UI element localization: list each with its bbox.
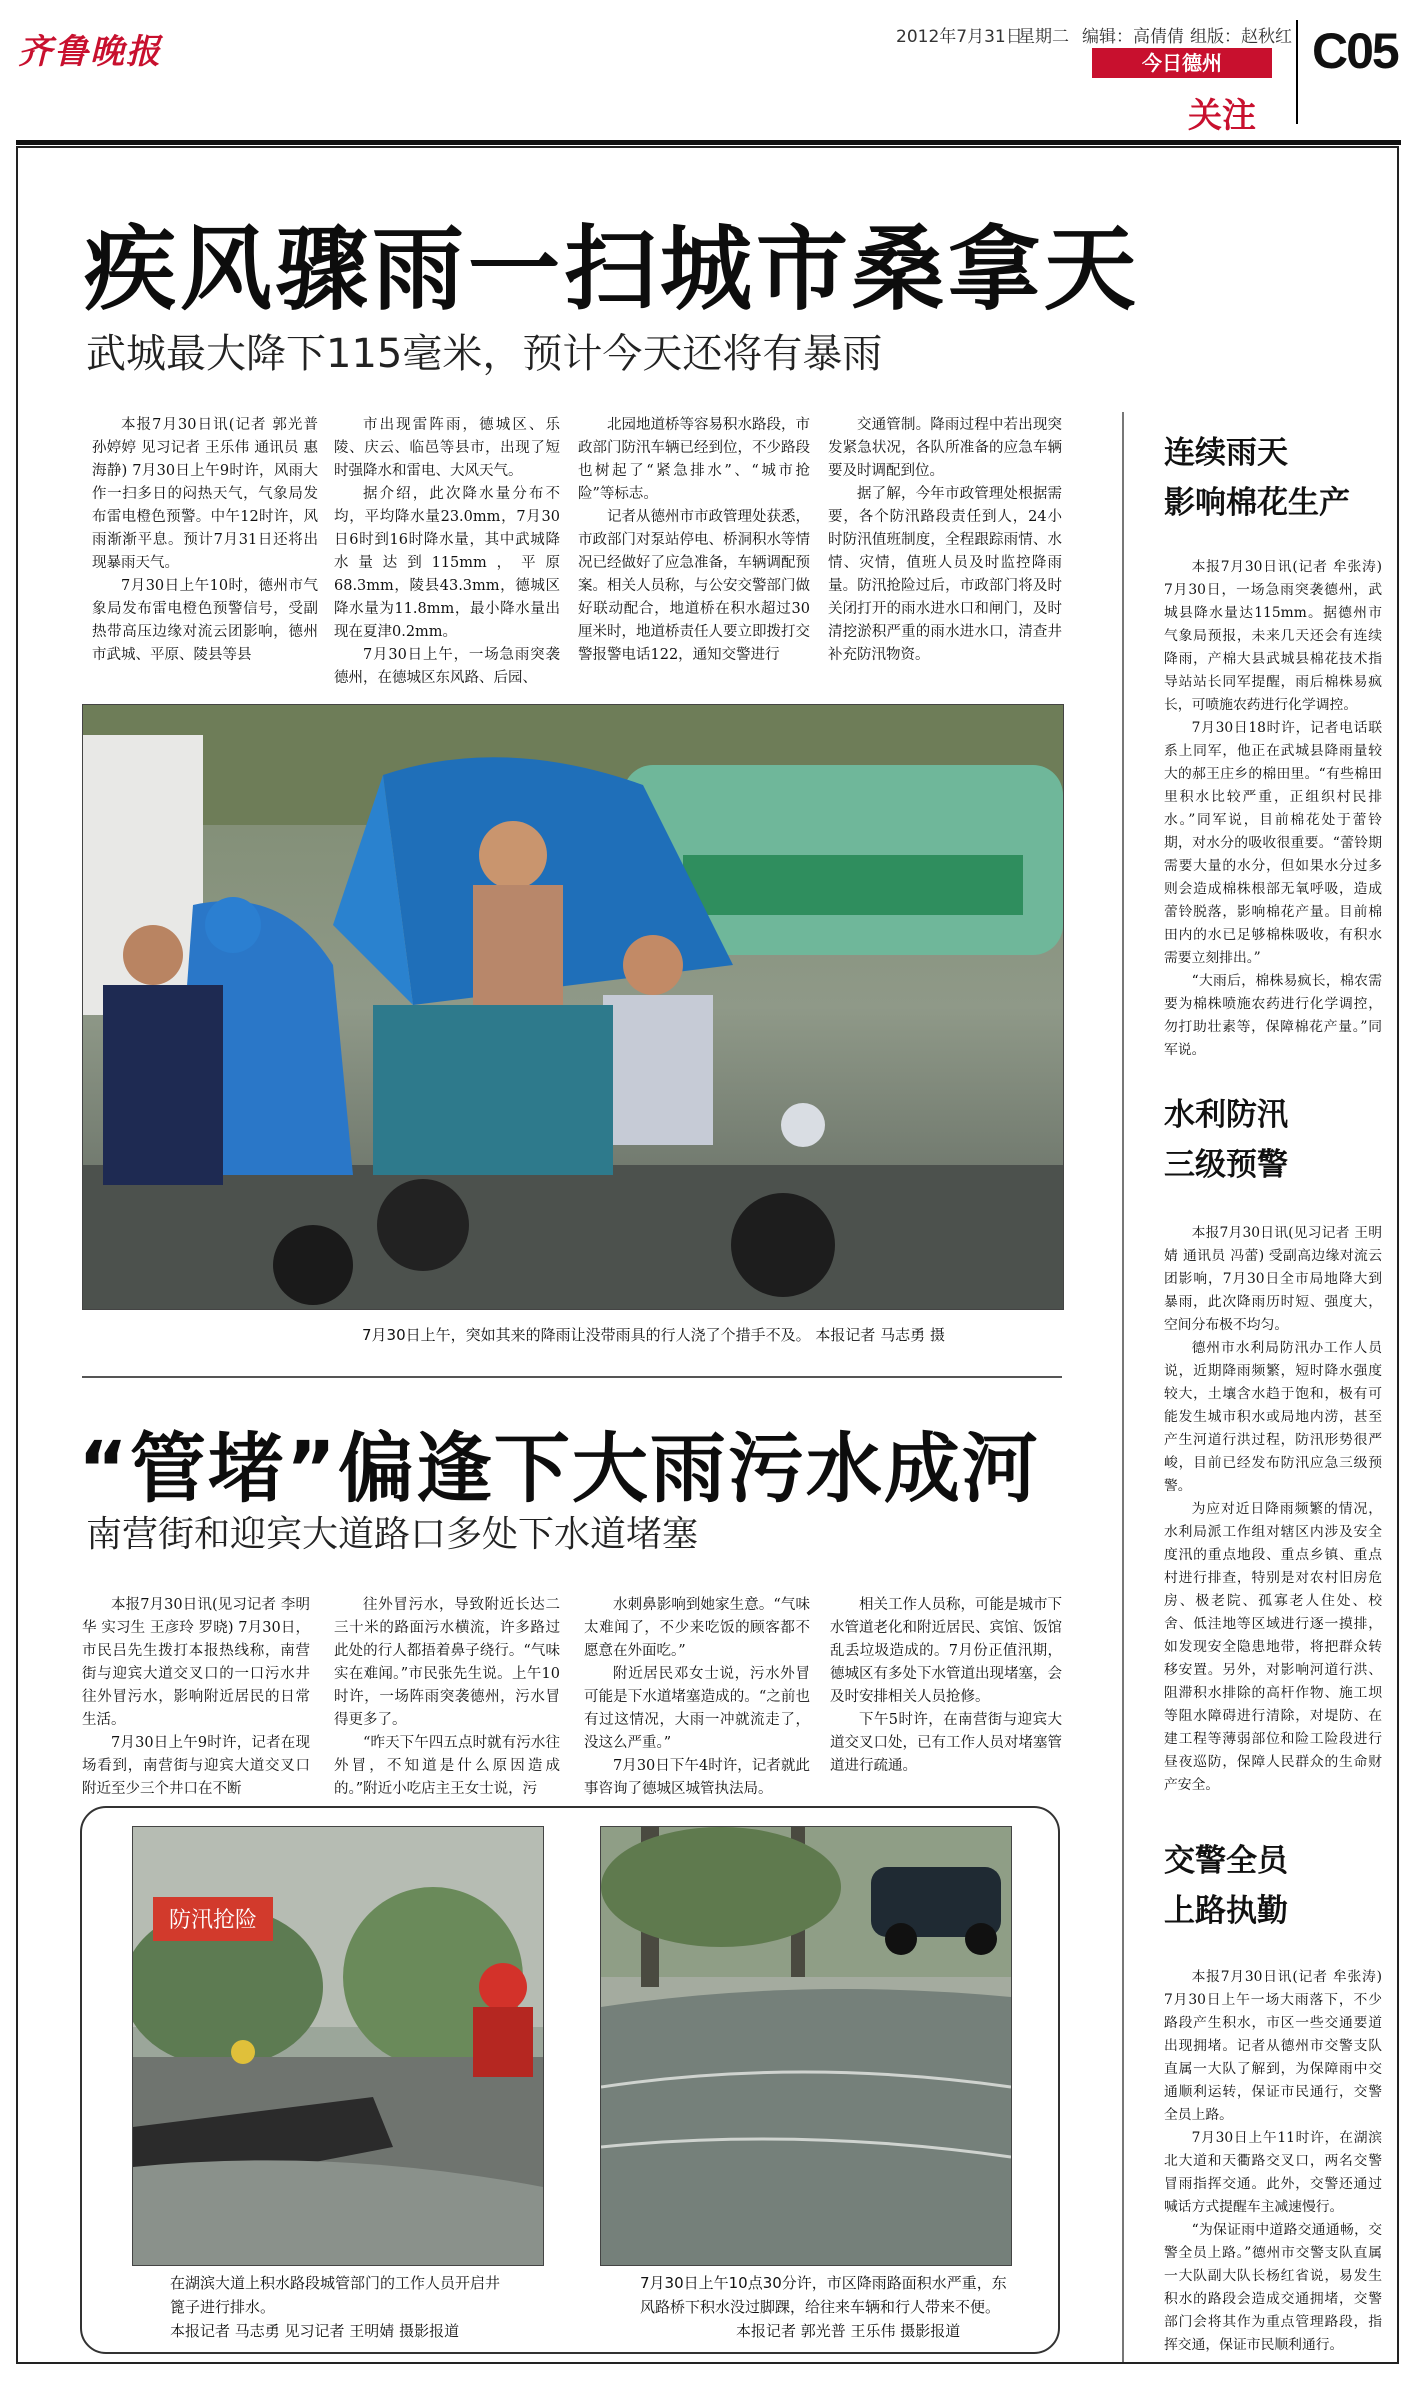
second-paragraph: 7月30日上午9时许，记者在现场看到，南营街与迎宾大道交叉口附近至少三个井口在不断: [82, 1735, 310, 1797]
lead-paragraph: 据介绍，此次降水量分布不均，平均降水量23.0mm，7月30日6时到16时降水量，其中武城降水量达到115mm，平原68.3mm，陵县43.3mm，德城区降水量为11.8mm，最小降水量出现在夏津0.2mm。: [334, 486, 560, 640]
second-paragraph: 相关工作人员称，可能是城市下水管道老化和附近居民、宾馆、饭馆乱丢垃圾造成的。7月份正值汛期，德城区有多处下水管道出现堵塞，会及时安排相关人员抢修。: [830, 1597, 1062, 1705]
sidebar-paragraph: “为保证雨中道路交通通畅，交警全员上路。”德州市交警支队直属一大队副大队长杨红省说，易发生积水的路段会造成交通拥堵，交警部门会将其作为重点管理路段，指挥交通，保证市民顺利通行。: [1164, 2222, 1382, 2353]
newspaper-logo: 齐鲁晚报: [18, 32, 162, 72]
second-column-3: [584, 1594, 810, 1801]
photo1-caption-line3: 本报记者 马志勇 见习记者 王明婧 摄影报道: [170, 2322, 460, 2340]
sidebar-title-cotton: [1164, 428, 1350, 528]
layout-credit: 组版：赵秋红: [1190, 27, 1292, 47]
sidebar-divider: [1122, 412, 1124, 2362]
lead-headline: 疾风骤雨一扫城市桑拿天: [84, 216, 1141, 323]
sidebar-paragraph: 7月30日18时许，记者电话联系上同军，他正在武城县降雨量较大的郝王庄乡的棉田里。“有些棉田里积水比较严重，正组织村民排水。”同军说，目前棉花处于蕾铃期，对水分的吸收很重要。“蕾铃期需要大量的水分，但如果水分过多则会造成棉株根部无氧呼吸，造成蕾铃脱落，影响棉花产量。目前棉田内的水已足够棉株吸收，有积水需要立刻排出。”: [1164, 720, 1382, 966]
photo1-caption-line1: 在湖滨大道上积水路段城管部门的工作人员开启井: [170, 2274, 501, 2292]
second-paragraph: “昨天下午四五点时就有污水往外冒，不知道是什么原因造成的。”附近小吃店主王女士说，污: [334, 1735, 560, 1797]
sidebar-article-flood: [1164, 1222, 1382, 1797]
lead-paragraph: 北园地道桥等容易积水路段，市政部门防汛车辆已经到位，不少路段也树起了“紧急排水”、“城市抢险”等标志。: [578, 417, 810, 502]
sidebar-title-line: 连续雨天: [1164, 435, 1288, 471]
sidebar-article-traffic: [1164, 1966, 1382, 2357]
lead-paragraph: 本报7月30日讯(记者 郭光普 孙婷婷 见习记者 王乐伟 通讯员 惠海静) 7月30日上午9时许，风雨大作一扫多日的闷热天气，气象局发布雷电橙色预警。中午12时许，风雨渐渐平息。预计7月31日还将出现暴雨天气。: [92, 417, 318, 571]
second-subhead: 南营街和迎宾大道路口多处下水道堵塞: [86, 1514, 699, 1555]
lead-paragraph: 记者从德州市市政管理处获悉，市政部门对泵站停电、桥洞积水等情况已经做好了应急准备，车辆调配预案。相关人员称，与公安交警部门做好联动配合，地道桥在积水超过30厘米时，地道桥责任人要立即拨打交警报警电话122，通知交警进行: [578, 509, 810, 663]
second-paragraph: 下午5时许，在南营街与迎宾大道交叉口处，已有工作人员对堵塞管道进行疏通。: [830, 1712, 1062, 1774]
lead-paragraph: 交通管制。降雨过程中若出现突发紧急状况，各队所准备的应急车辆要及时调配到位。: [828, 417, 1062, 479]
sidebar-paragraph: 德州市水利局防汛办工作人员说，近期降雨频繁，短时降水强度较大，土壤含水趋于饱和，极有可能发生城市积水或局地内涝，甚至产生河道行洪过程，防汛形势很严峻，目前已经发布防汛应急三级预警。: [1164, 1340, 1382, 1494]
second-column-4: [830, 1594, 1062, 1778]
lead-column-4: [828, 414, 1062, 667]
second-headline: “管堵”偏逢下大雨污水成河: [78, 1424, 1040, 1513]
flooded-underpass-photo: [600, 1826, 1012, 2266]
flooded-street-photo: [132, 1826, 544, 2266]
second-paragraph: 附近居民邓女士说，污水外冒可能是下水道堵塞造成的。“之前也有过这情况，大雨一冲就流走了，没这么严重。”: [584, 1666, 810, 1751]
second-paragraph: 本报7月30日讯(见习记者 李明华 实习生 王彦玲 罗晓) 7月30日，市民吕先生拨打本报热线称，南营街与迎宾大道交叉口的一口污水井往外冒污水，影响附近居民的日常生活。: [82, 1597, 310, 1728]
sidebar-title-line: 水利防汛: [1164, 1097, 1288, 1133]
sidebar-title-traffic: [1164, 1836, 1288, 1936]
sidebar-title-line: 上路执勤: [1164, 1893, 1288, 1929]
editor-credit: 编辑：高倩倩: [1082, 27, 1184, 47]
lead-column-2: [334, 414, 560, 690]
sidebar-paragraph: 7月30日上午11时许，在湖滨北大道和天衢路交叉口，两名交警冒雨指挥交通。此外，交警还通过喊话方式提醒车主减速慢行。: [1164, 2130, 1382, 2215]
sidebar-title-line: 三级预警: [1164, 1147, 1288, 1183]
lead-paragraph: 7月30日上午，一场急雨突袭德州，在德城区东风路、后园、: [334, 647, 560, 686]
second-column-2: [334, 1594, 560, 1801]
second-paragraph: 水刺鼻影响到她家生意。“气味太难闻了，不少来吃饭的顾客都不愿意在外面吃。”: [584, 1597, 810, 1659]
rain-photo-scene: [82, 704, 1064, 1310]
photo2-caption-line1: 7月30日上午10点30分许，市区降雨路面积水严重，东: [640, 2274, 1007, 2292]
issue-date: 2012年7月31日: [896, 27, 1023, 47]
sidebar-title-line: 影响棉花生产: [1164, 485, 1350, 521]
sidebar-paragraph: 本报7月30日讯(记者 牟张涛) 7月30日上午一场大雨落下，不少路段产生积水，市区一些交通要道出现拥堵。记者从德州市交警支队直属一大队了解到，为保障雨中交通顺利运转，保证市民通行，交警全员上路。: [1164, 1969, 1382, 2123]
lead-subhead: 武城最大降下115毫米，预计今天还将有暴雨: [86, 331, 883, 377]
lead-photo-caption: 7月30日上午，突如其来的降雨让没带雨具的行人浇了个措手不及。 本报记者 马志勇 摄: [362, 1326, 945, 1344]
sidebar-paragraph: 为应对近日降雨频繁的情况，水利局派工作组对辖区内涉及安全度汛的重点地段、重点乡镇、重点村进行排查，特别是对农村旧房危房、极老院、孤寡老人住处、校舍、低洼地等区域进行逐一摸排，如发现安全隐患地带，将把群众转移安置。另外，对影响河道行洪、阻滞积水排除的高杆作物、施工坝等阻水障碍进行清除，对堤防、在建工程等薄弱部位和险工险段进行昼夜巡防，保障人民群众的生命财产安全。: [1164, 1501, 1382, 1793]
photo2-caption-line2: 风路桥下积水没过脚踝，给往来车辆和行人带来不便。: [640, 2298, 1001, 2316]
second-paragraph: 7月30日下午4时许，记者就此事咨询了德城区城管执法局。: [584, 1758, 810, 1797]
masthead-divider: [1296, 20, 1298, 124]
lead-column-1: [92, 414, 318, 667]
section-name: 关注: [1188, 96, 1256, 136]
masthead-rule: [16, 140, 1401, 145]
second-column-1: [82, 1594, 310, 1801]
sidebar-title-flood: [1164, 1090, 1288, 1190]
photo2-caption-line3: 本报记者 郭光普 王乐伟 摄影报道: [736, 2322, 961, 2340]
sidebar-article-cotton: [1164, 556, 1382, 1062]
sidebar-paragraph: “大雨后，棉株易疯长，棉农需要为棉株喷施农药进行化学调控，勿打助壮素等，保障棉花产量。”同军说。: [1164, 973, 1382, 1058]
sidebar-title-line: 交警全员: [1164, 1843, 1288, 1879]
section-tag: 今日德州: [1092, 48, 1272, 78]
lead-column-3: [578, 414, 810, 667]
lead-paragraph: 市出现雷阵雨，德城区、乐陵、庆云、临邑等县市，出现了短时强降水和雷电、大风天气。: [334, 417, 560, 479]
photo1-caption-line2: 篦子进行排水。: [170, 2298, 276, 2316]
issue-weekday: 星期二: [1018, 27, 1069, 47]
second-paragraph: 往外冒污水，导致附近长达二三十米的路面污水横流，许多路过此处的行人都捂着鼻子绕行。“气味实在难闻。”市民张先生说。上午10时许，一场阵雨突袭德州，污水冒得更多了。: [334, 1597, 560, 1728]
sidebar-paragraph: 本报7月30日讯(记者 牟张涛) 7月30日，一场急雨突袭德州，武城县降水量达115mm。据德州市气象局预报，未来几天还会有连续降雨，产棉大县武城县棉花技术指导站站长同军提醒，雨后棉株易疯长，可喷施农药进行化学调控。: [1164, 559, 1382, 713]
flood-sign-text: 防汛抢险: [168, 1908, 258, 1933]
lead-paragraph: 7月30日上午10时，德州市气象局发布雷电橙色预警信号，受副热带高压边缘对流云团影响，德州市武城、平原、陵县等县: [92, 578, 318, 663]
lead-paragraph: 据了解，今年市政管理处根据需要，各个防汛路段责任到人，24小时防汛值班制度，全程跟踪雨情、水情、灾情，值班人员及时监控降雨量。防汛抢险过后，市政部门将及时关闭打开的雨水进水口和闸门，及时清挖淤积严重的雨水进水口，清查井补充防汛物资。: [828, 486, 1062, 663]
story-separator: [82, 1376, 1062, 1378]
page-number: C05: [1312, 23, 1398, 79]
sidebar-paragraph: 本报7月30日讯(见习记者 王明婧 通讯员 冯蕾) 受副高边缘对流云团影响，7月30日全市局地降大到暴雨，此次降雨历时短、强度大，空间分布极不均匀。: [1164, 1225, 1382, 1333]
